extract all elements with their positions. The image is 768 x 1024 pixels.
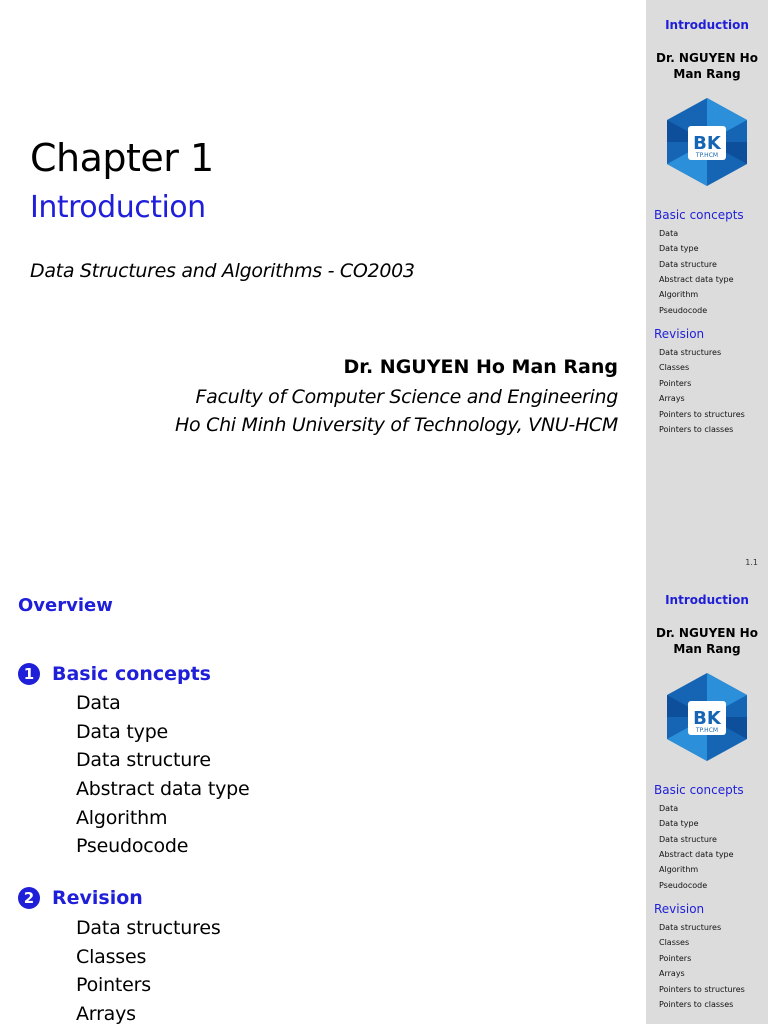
sidebar-item-pointers-to-structures[interactable]: Pointers to structures	[659, 410, 745, 419]
sidebar-author	[646, 50, 768, 82]
sidebar-author-line1: Dr. NGUYEN Ho	[656, 626, 758, 640]
overview-section-label: Revision	[52, 887, 143, 909]
overview-item-data-structures[interactable]: Data structures	[76, 917, 221, 939]
sidebar-item-data-type[interactable]: Data type	[659, 244, 699, 253]
sidebar-item-data-type[interactable]: Data type	[659, 819, 699, 828]
overview-section-revision[interactable]	[18, 887, 143, 909]
course-name: Data Structures and Algorithms - CO2003	[30, 260, 415, 282]
sidebar-section-basic-concepts[interactable]: Basic concepts	[654, 783, 744, 797]
sidebar-item-arrays[interactable]: Arrays	[659, 394, 685, 403]
sidebar-item-pseudocode[interactable]: Pseudocode	[659, 881, 708, 890]
overview-title: Overview	[18, 595, 113, 616]
chapter-subtitle: Introduction	[30, 190, 206, 225]
overview-item-arrays[interactable]: Arrays	[76, 1003, 136, 1024]
sidebar-item-data[interactable]: Data	[659, 804, 679, 813]
sidebar-nav	[646, 0, 768, 575]
sidebar-item-algorithm[interactable]: Algorithm	[659, 290, 699, 299]
chapter-heading: Chapter 1	[30, 136, 214, 180]
sidebar-title[interactable]: Introduction	[665, 593, 749, 607]
sidebar-item-data-structure[interactable]: Data structure	[659, 260, 717, 269]
sidebar-item-pseudocode[interactable]: Pseudocode	[659, 306, 708, 315]
sidebar-item-pointers[interactable]: Pointers	[659, 954, 692, 963]
sidebar-item-data-structures[interactable]: Data structures	[659, 348, 722, 357]
overview-section-basic-concepts[interactable]	[18, 663, 211, 685]
slide-main	[0, 0, 646, 575]
affiliation-university: Ho Chi Minh University of Technology, VNU-HCM	[175, 414, 618, 436]
sidebar-item-data-structures[interactable]: Data structures	[659, 923, 722, 932]
overview-section-label: Basic concepts	[52, 663, 211, 685]
overview-item-algorithm[interactable]: Algorithm	[76, 807, 168, 829]
sidebar-title[interactable]: Introduction	[665, 18, 749, 32]
sidebar-item-pointers-to-structures[interactable]: Pointers to structures	[659, 985, 745, 994]
bk-logo-icon	[662, 96, 752, 188]
sidebar-item-arrays[interactable]: Arrays	[659, 969, 685, 978]
sidebar-section-basic-concepts[interactable]: Basic concepts	[654, 208, 744, 222]
sidebar-item-algorithm[interactable]: Algorithm	[659, 865, 699, 874]
page-number: 1.1	[745, 558, 758, 567]
overview-item-data[interactable]: Data	[76, 692, 121, 714]
bk-logo-icon	[662, 671, 752, 763]
sidebar-author	[646, 625, 768, 657]
overview-item-data-structure[interactable]: Data structure	[76, 749, 211, 771]
logo-subtext: TP.HCM	[695, 727, 719, 734]
sidebar-section-revision[interactable]: Revision	[654, 902, 705, 916]
logo-subtext: TP.HCM	[695, 152, 719, 159]
sidebar-item-abstract-data-type[interactable]: Abstract data type	[659, 275, 734, 284]
logo-text: BK	[693, 708, 721, 729]
overview-item-abstract-data-type[interactable]: Abstract data type	[76, 778, 250, 800]
sidebar-item-abstract-data-type[interactable]: Abstract data type	[659, 850, 734, 859]
overview-item-data-type[interactable]: Data type	[76, 721, 169, 743]
overview-slide	[0, 575, 768, 1024]
sidebar-item-pointers-to-classes[interactable]: Pointers to classes	[659, 425, 734, 434]
sidebar-author-line2: Man Rang	[673, 642, 741, 656]
sidebar-item-classes[interactable]: Classes	[659, 938, 690, 947]
logo-text: BK	[693, 133, 721, 154]
section-number-icon: 2	[18, 887, 40, 909]
slide-main	[0, 575, 646, 1024]
sidebar-author-line2: Man Rang	[673, 67, 741, 81]
sidebar-item-data[interactable]: Data	[659, 229, 679, 238]
overview-item-pointers[interactable]: Pointers	[76, 974, 151, 996]
sidebar-item-classes[interactable]: Classes	[659, 363, 690, 372]
sidebar-item-pointers[interactable]: Pointers	[659, 379, 692, 388]
sidebar-item-pointers-to-classes[interactable]: Pointers to classes	[659, 1000, 734, 1009]
overview-item-classes[interactable]: Classes	[76, 946, 147, 968]
affiliation-faculty: Faculty of Computer Science and Engineering	[195, 386, 618, 408]
sidebar-nav	[646, 575, 768, 1024]
sidebar-section-revision[interactable]: Revision	[654, 327, 705, 341]
author-name: Dr. NGUYEN Ho Man Rang	[343, 356, 618, 378]
section-number-icon: 1	[18, 663, 40, 685]
overview-item-pseudocode[interactable]: Pseudocode	[76, 835, 189, 857]
sidebar-author-line1: Dr. NGUYEN Ho	[656, 51, 758, 65]
sidebar-item-data-structure[interactable]: Data structure	[659, 835, 717, 844]
